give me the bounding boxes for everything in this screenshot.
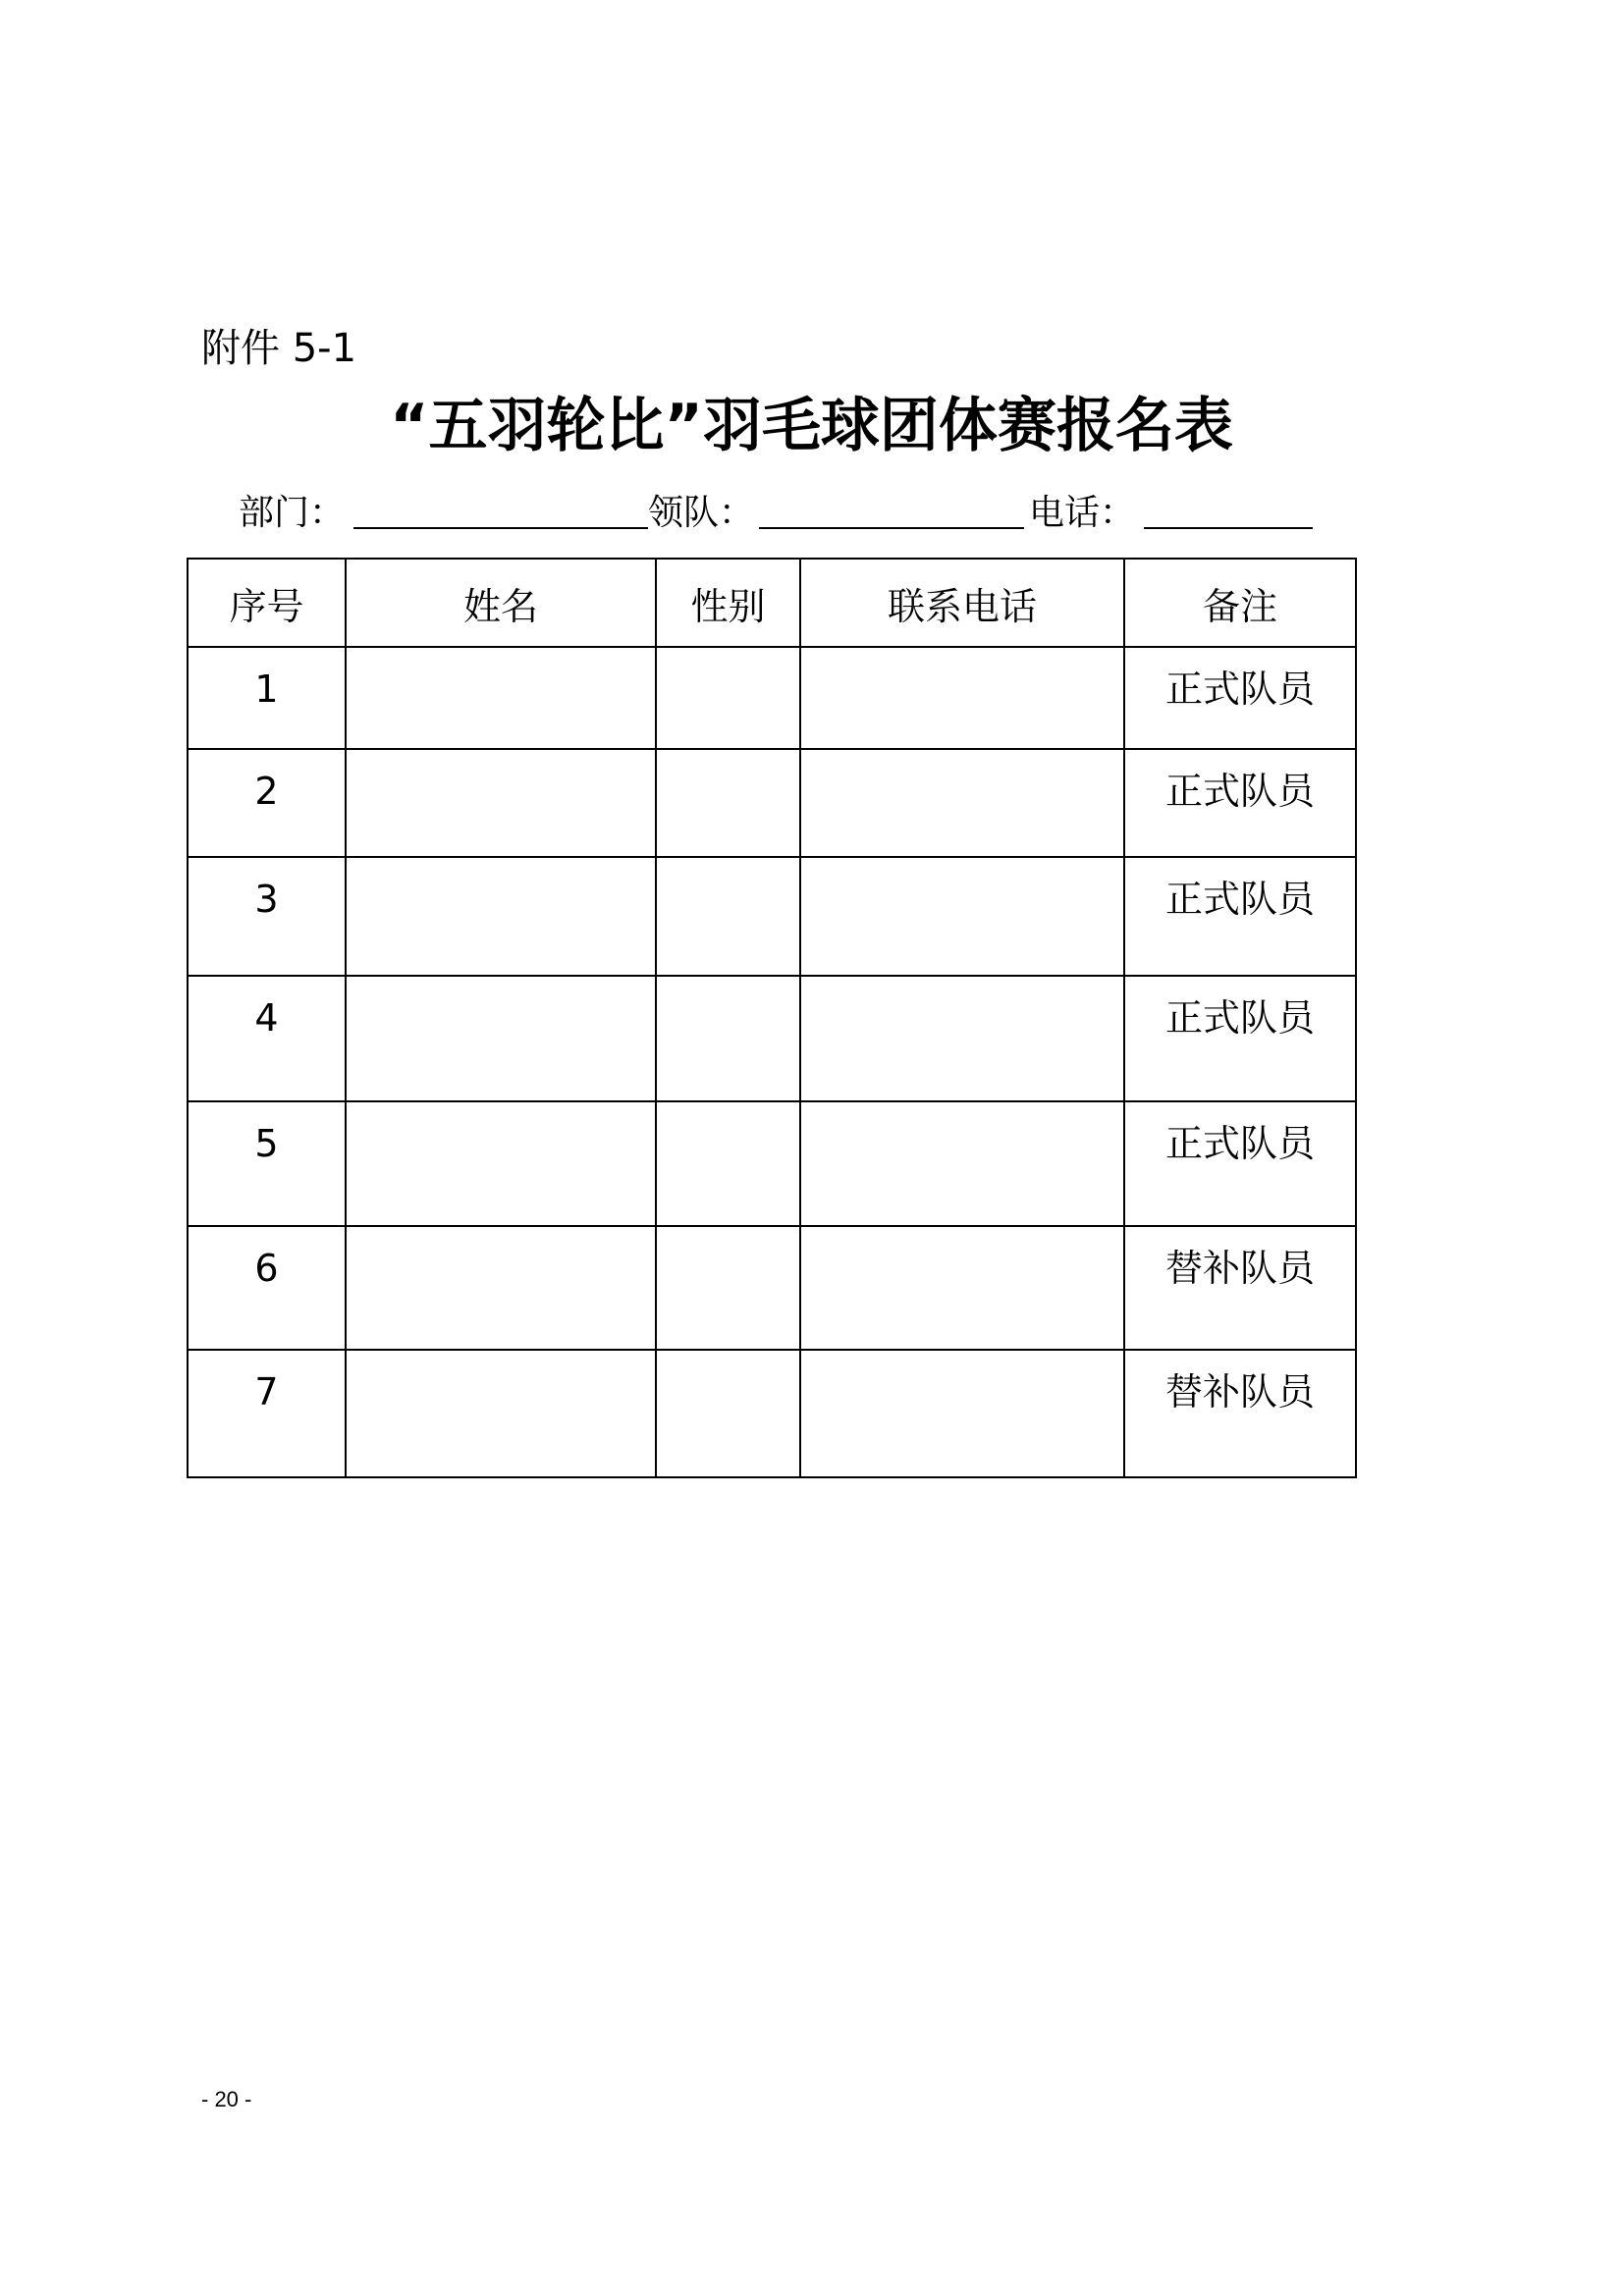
gender-cell[interactable] <box>656 857 800 976</box>
page-number: - 20 - <box>201 2087 252 2111</box>
name-cell[interactable] <box>346 647 656 749</box>
note-cell: 正式队员 <box>1124 976 1356 1101</box>
page-title: “五羽轮比”羽毛球团体赛报名表 <box>390 392 1233 460</box>
leader-label: 领队： <box>648 493 755 533</box>
name-cell[interactable] <box>346 749 656 857</box>
table-row <box>188 1350 1356 1477</box>
table-row <box>188 1101 1356 1226</box>
phone-cell[interactable] <box>800 857 1124 976</box>
table-row <box>188 976 1356 1101</box>
serial-number-cell: 4 <box>188 976 346 1101</box>
registration-table <box>187 558 1357 1478</box>
name-cell[interactable] <box>346 1101 656 1226</box>
header-contact-phone: 联系电话 <box>800 559 1124 647</box>
phone-cell[interactable] <box>800 647 1124 749</box>
phone-cell[interactable] <box>800 1226 1124 1350</box>
phone-field[interactable] <box>1144 527 1313 529</box>
header-name: 姓名 <box>346 559 656 647</box>
name-cell[interactable] <box>346 976 656 1101</box>
phone-cell[interactable] <box>800 749 1124 857</box>
name-cell[interactable] <box>346 1350 656 1477</box>
attachment-label: 附件 5-1 <box>201 326 357 371</box>
note-cell: 正式队员 <box>1124 749 1356 857</box>
serial-number-cell: 2 <box>188 749 346 857</box>
note-cell: 正式队员 <box>1124 857 1356 976</box>
table-row <box>188 857 1356 976</box>
name-cell[interactable] <box>346 857 656 976</box>
name-cell[interactable] <box>346 1226 656 1350</box>
phone-label: 电话： <box>1029 493 1136 533</box>
note-cell: 正式队员 <box>1124 647 1356 749</box>
gender-cell[interactable] <box>656 1226 800 1350</box>
serial-number-cell: 1 <box>188 647 346 749</box>
table-row <box>188 647 1356 749</box>
leader-field[interactable] <box>759 527 1024 529</box>
gender-cell[interactable] <box>656 1350 800 1477</box>
note-cell: 替补队员 <box>1124 1226 1356 1350</box>
phone-cell[interactable] <box>800 1101 1124 1226</box>
gender-cell[interactable] <box>656 1101 800 1226</box>
serial-number-cell: 5 <box>188 1101 346 1226</box>
phone-cell[interactable] <box>800 976 1124 1101</box>
table-row <box>188 749 1356 857</box>
department-label: 部门： <box>239 493 346 533</box>
note-cell: 正式队员 <box>1124 1101 1356 1226</box>
header-gender: 性别 <box>656 559 800 647</box>
serial-number-cell: 6 <box>188 1226 346 1350</box>
note-cell: 替补队员 <box>1124 1350 1356 1477</box>
gender-cell[interactable] <box>656 976 800 1101</box>
table-row <box>188 1226 1356 1350</box>
table-header-row <box>188 559 1356 647</box>
serial-number-cell: 3 <box>188 857 346 976</box>
header-serial-number: 序号 <box>188 559 346 647</box>
department-field[interactable] <box>353 527 648 529</box>
gender-cell[interactable] <box>656 647 800 749</box>
serial-number-cell: 7 <box>188 1350 346 1477</box>
gender-cell[interactable] <box>656 749 800 857</box>
header-note: 备注 <box>1124 559 1356 647</box>
phone-cell[interactable] <box>800 1350 1124 1477</box>
